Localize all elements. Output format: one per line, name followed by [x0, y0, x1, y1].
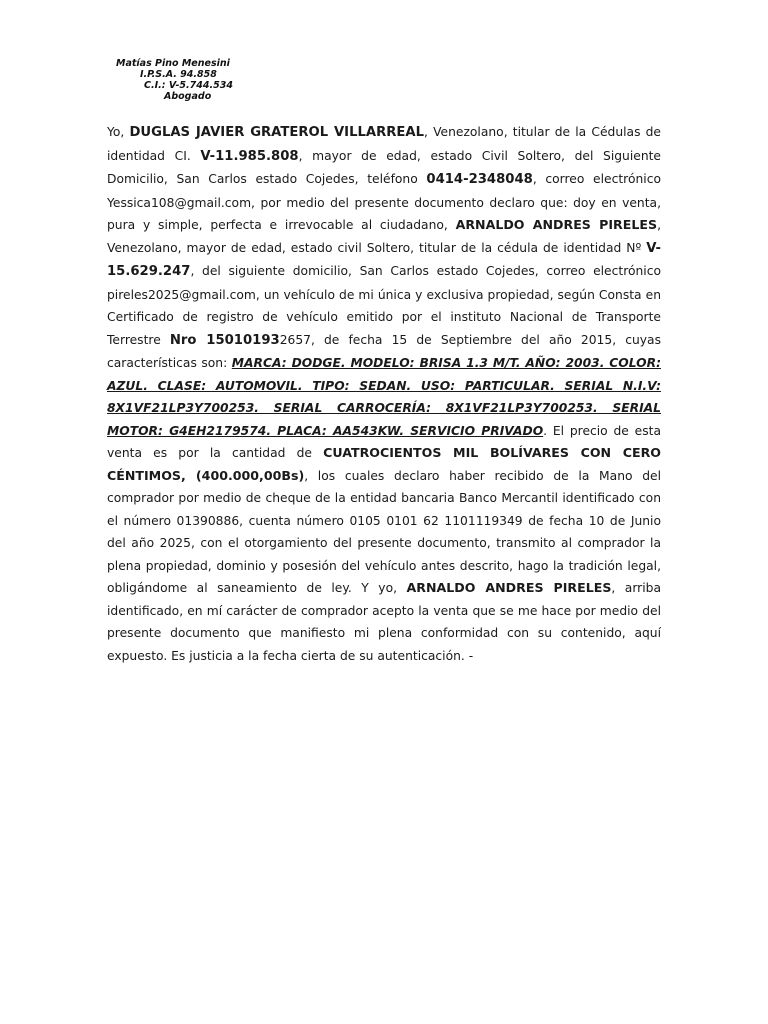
text-run: 2657, de fecha 15 de Septiembre del año 2015, cuyas características son: [107, 332, 661, 370]
buyer-id: V-15.629.247 [107, 240, 661, 279]
sale-price: CUATROCIENTOS MIL BOLÍVARES CON CERO CÉNTIMOS, (400.000,00Bs) [107, 445, 661, 483]
text-run: , los cuales declaro haber recibido de la Mano del comprador por medio de cheque de la entidad bancaria Banco Mercantil identificado con el número 01390886, cuenta número 0105 0101 62 1101119349 de fecha 10 de Junio del año 2025, con el otorgamiento del presente documento, transmito al comprador la plena propiedad, dominio y posesión del vehículo antes descrito, hago la tradición legal, obligándome al saneamiento de ley. Y yo, [107, 468, 661, 595]
text-run: , Venezolano, titular de la Cédulas de identidad CI. [107, 125, 661, 163]
seller-name: DUGLAS JAVIER GRATEROL VILLARREAL [129, 125, 425, 140]
lawyer-name: Matías Pino Menesini [116, 58, 230, 69]
lawyer-title: Abogado [164, 91, 212, 102]
lawyer-ipsa: I.P.S.A. 94.858 [140, 69, 217, 80]
buyer-name: ARNALDO ANDRES PIRELES [455, 217, 658, 232]
text-run: Yo, [107, 125, 130, 139]
seller-phone: 0414-2348048 [426, 172, 533, 187]
letterhead [112, 58, 252, 102]
text-run: , arriba identificado, en mí carácter de comprador acepto la venta que se me hace por medio del presente documento que manifiesto mi plena conformidad con su contenido, aquí expuesto. Es justicia a la fecha cierta de su autenticación. - [107, 581, 661, 663]
text-run: , correo electrónico Yessica108@gmail.com, por medio del presente documento declaro que: doy en venta, pura y simple, perfecta e irrevocable al ciudadano, [107, 172, 661, 232]
seller-id: V-11.985.808 [200, 148, 299, 164]
text-run: . El precio de esta venta es por la cantidad de [107, 423, 661, 460]
sale-declaration-paragraph [107, 121, 661, 667]
text-run: , del siguiente domicilio, San Carlos estado Cojedes, correo electrónico pireles2025@gmail.com, un vehículo de mi única y exclusiva propiedad, según Consta en Certificado de registro de vehículo emitido por el instituto Nacional de Transporte Terrestre [107, 264, 661, 347]
registration-number: Nro 15010193 [169, 332, 280, 348]
lawyer-ci: C.I.: V-5.744.534 [144, 80, 233, 91]
vehicle-characteristics: MARCA: DODGE. MODELO: BRISA 1.3 M/T. AÑO: 2003. COLOR: AZUL. CLASE: AUTOMOVIL. TIPO: SEDAN. USO: PARTICULAR. SERIAL N.I.V: 8X1VF21LP3Y700253. SERIAL CARROCERÍA: 8X1VF21LP3Y700253. SERIAL MOTOR: G4EH2179574. PLACA: AA543KW. SERVICIO PRIVADO [107, 356, 661, 438]
text-run: , Venezolano, mayor de edad, estado civil Soltero, titular de la cédula de identidad Nº [107, 218, 661, 255]
buyer-name-acceptance: ARNALDO ANDRES PIRELES [406, 580, 612, 595]
text-run: , mayor de edad, estado Civil Soltero, del Siguiente Domicilio, San Carlos estado Cojedes, teléfono [107, 148, 661, 186]
